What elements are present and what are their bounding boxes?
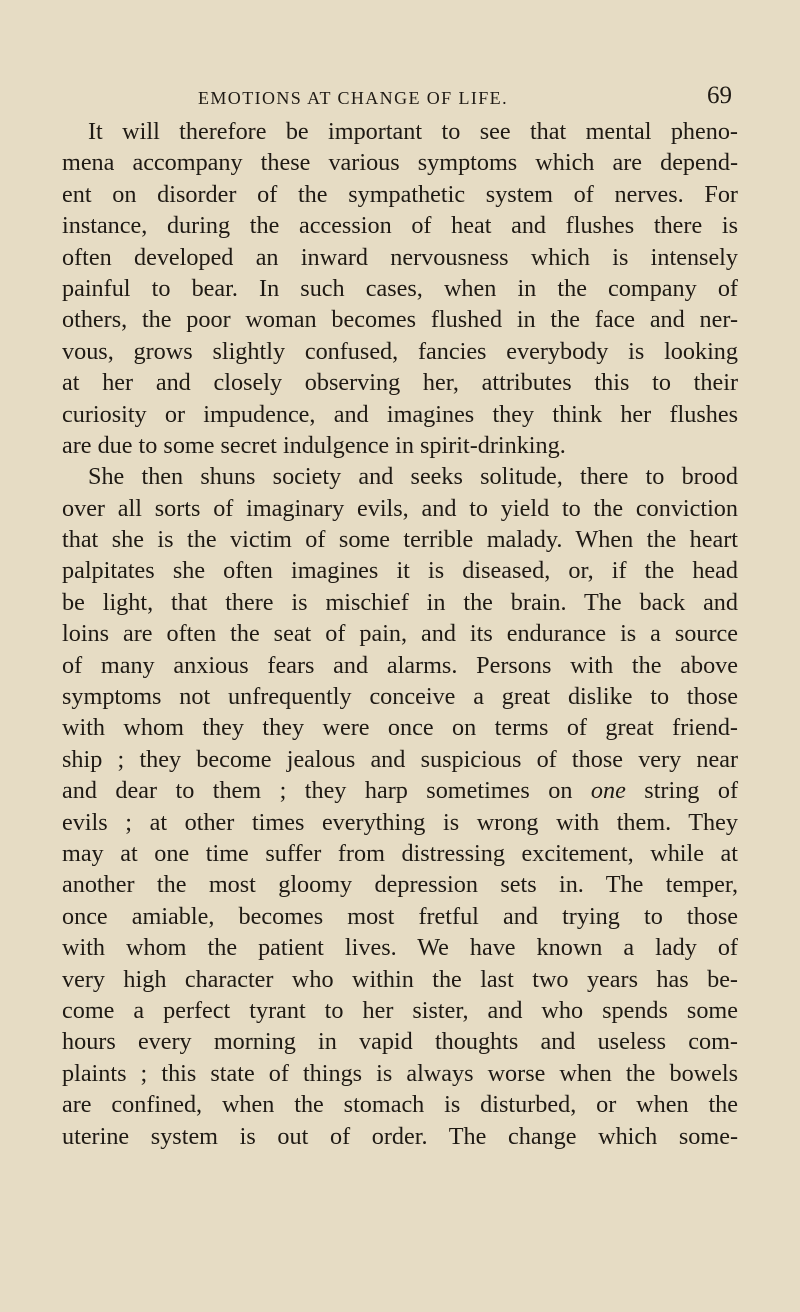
- text-line: be light, that there is mischief in the brain. The back and: [62, 588, 738, 616]
- body-text: [62, 116, 738, 1152]
- text-line: with whom they they were once on terms of great friend-: [62, 714, 738, 742]
- text-line: very high character who within the last two years has be-: [62, 965, 738, 993]
- text-line: may at one time suffer from distressing excitement, while at: [62, 839, 738, 867]
- text-line: ship ; they become jealous and suspicious of those very near: [62, 745, 738, 773]
- text-line: others, the poor woman becomes flushed in the face and ner-: [62, 306, 738, 334]
- text-line-with-emphasis: [62, 775, 738, 806]
- text-line: evils ; at other times everything is wrong with them. They: [62, 808, 738, 836]
- text-line: instance, during the accession of heat and flushes there is: [62, 212, 738, 240]
- text-line: She then shuns society and seeks solitude, there to brood: [88, 463, 738, 491]
- text-line: symptoms not unfrequently conceive a great dislike to those: [62, 683, 738, 711]
- text-line: plaints ; this state of things is always worse when the bowels: [62, 1059, 738, 1087]
- text-line: come a perfect tyrant to her sister, and who spends some: [62, 996, 738, 1024]
- text-line: with whom the patient lives. We have known a lady of: [62, 934, 738, 962]
- emphasized-word: one: [590, 777, 626, 805]
- text-line: ent on disorder of the sympathetic system of nerves. For: [62, 180, 738, 208]
- text-line: curiosity or impudence, and imagines they think her flushes: [62, 400, 738, 428]
- text-line: hours every morning in vapid thoughts and useless com-: [62, 1028, 738, 1056]
- text-line: are confined, when the stomach is disturbed, or when the: [62, 1091, 738, 1119]
- text-line: often developed an inward nervousness which is intensely: [62, 243, 738, 271]
- text-line: over all sorts of imaginary evils, and to yield to the conviction: [62, 494, 738, 522]
- text-line: another the most gloomy depression sets in. The temper,: [62, 871, 738, 899]
- text-line: painful to bear. In such cases, when in the company of: [62, 274, 738, 302]
- text-line: uterine system is out of order. The change which some-: [62, 1122, 738, 1150]
- text-line: palpitates she often imagines it is diseased, or, if the head: [62, 557, 738, 585]
- text-line: It will therefore be important to see that mental pheno-: [88, 118, 738, 145]
- text-line: at her and closely observing her, attributes this to their: [62, 369, 738, 397]
- text-line: loins are often the seat of pain, and its endurance is a source: [62, 620, 738, 648]
- text-line: once amiable, becomes most fretful and trying to those: [62, 902, 738, 930]
- running-head: [70, 82, 732, 116]
- line-segment-after: string of: [644, 777, 739, 805]
- text-line: vous, grows slightly confused, fancies everybody is looking: [62, 337, 738, 365]
- text-line: mena accompany these various symptoms which are depend-: [62, 149, 738, 177]
- page-number: 69: [707, 82, 732, 109]
- text-line: that she is the victim of some terrible malady. When the heart: [62, 526, 738, 554]
- text-line: are due to some secret indulgence in spirit-drinking.: [62, 431, 566, 459]
- text-line: of many anxious fears and alarms. Persons with the above: [62, 651, 738, 679]
- line-segment-before: and dear to them ; they harp sometimes on: [62, 777, 573, 805]
- chapter-running-title: EMOTIONS AT CHANGE OF LIFE.: [198, 88, 508, 108]
